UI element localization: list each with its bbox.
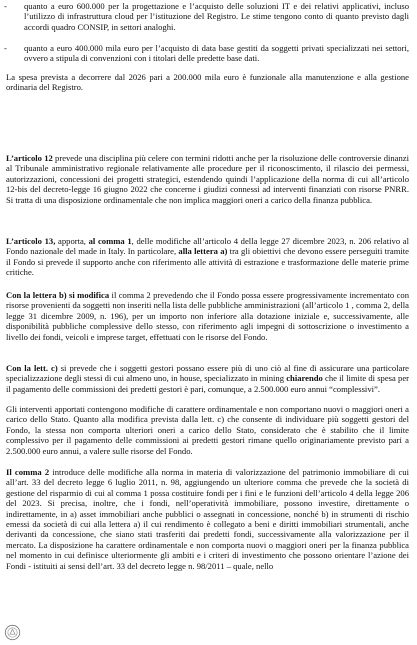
comma2-text: introduce delle modifiche alla norma in materia di valorizzazione del patrimonio immobiliare di cui all’art. 33 del decreto legge 6 luglio 2011, n. 98, aggiungendo un ulteriore comma che prevede che la società di gestione del risparmio di cui al comma 1 possa costituire fondi per i fini e le funzioni dell’articolo 4 della legge 206 del 2023. Si precisa, inoltre, che i fondi, nell’operatività immobiliare, possono investire, direttamente o indirettamente, in a) asset immobiliari anche pubblici o assegnati in concessione, nonché b) in strumenti di rischio emessi da società di cui alla lettera a) il cui rendimento è collegato a beni e diritti immobiliari strumentali, anche derivanti da concessione, che siano stati trasferiti dai predetti fondi, successivamente alla valorizzazione per il mercato. La disposizione ha carattere ordinamentale e non comporta nuovi o maggiori oneri per la finanza pubblica nel momento in cui definisce ulteriormente gli ambiti e i criteri di investimento che possono orientare l’azione dei Fondi - istituiti ai sensi dell’art. 33 del decreto legge n. 98/2011 – quale, nello [6,467,409,571]
letc-heading: Con la lett. c) [6,363,58,373]
paragraph-comma-2 [6,467,409,571]
comma2-heading: Il comma 2 [6,467,50,477]
seal-icon [4,624,21,641]
bullet-text: quanto a euro 400.000 mila euro per l’acquisto di data base gestiti da soggetti privati specializzati nei settori, ovvero a stipula di convenzioni con i titolari delle predette base dati. [24,43,409,64]
art13-lettera: alla lettera a) [178,246,228,257]
paragraph-interventi: Gli interventi apportati contengono modifiche di carattere ordinamentale e non comportano nuovi o maggiori oneri a carico dello Stato. Quanto alla modifica prevista dalla lett. c) che consente di individuare più soggetti gestori del Fondo, la stessa non comporta ulteriori oneri a carico dello Stato, considerato che è stabilito che il limite complessivo per il pagamento delle commissioni ai predetti gestori rimane quello originariamente previsto pari a 2.500.000 euro annui, a valere sulle risorse del Fondo. [6,404,409,456]
letc-text: che il limite di spesa per il pagamento delle commissioni dei predetti gestori è pari, comunque, a 2.500.000 euro annui “complessivi”. [6,373,409,394]
art13-text: , delle modifiche all’articolo 4 della legge 27 dicembre 2023, n. 206 relativo al Fondo nazionale del made in Italy. In particolare, [6,236,409,257]
bullet-item [4,1,409,32]
paragraph-articolo-13 [6,236,409,278]
letc-text: si prevede che i soggetti gestori possano essere più di uno ciò al fine di assicurare una particolare specializzazione degli stessi di cui almeno uno, in house, specializzato in mining [6,363,409,384]
art13-text: apporta, [55,236,89,246]
letb-heading: Con la lettera b) si modifica [6,290,110,300]
letb-text: il comma 2 prevedendo che il Fondo possa essere progressivamente incrementato con risorse provenienti da soggetti non inseriti nella lista delle pubbliche amministrazioni (all’articolo 1 , comma 2, della legge 31 dicembre 2009, n. 196), per un importo non inferiore alla dotazione iniziale e, successivamente, alle disponibilità pubbliche complessive dello stesso, con riferimento agli impegni di sottoscrizione o investimento a livello dei fondi, veicoli e imprese target, effettuati con le risorse del Fondo. [6,290,409,342]
bullet-item [4,43,409,64]
paragraph-lettera-c [6,363,409,394]
bullet-text: quanto a euro 600.000 per la progettazione e l’acquisto delle soluzioni IT e dei relativi applicativi, incluso l’utilizzo di infrastruttura cloud per l’istituzione del Registro. Le stime tengono conto di quanto previsto dagli accordi quadro CONSIP, in settori analoghi. [24,1,409,32]
art13-comma: al comma 1 [88,236,132,246]
paragraph-lettera-b [6,290,409,342]
bullet-dash: - [4,1,7,11]
art13-text: tra gli obiettivi che devono essere perseguiti tramite il Fondo si prevede il supporto anche con riferimento alle attività di estrazione e trasformazione delle materie prime critiche. [6,246,409,278]
art12-heading: L’articolo 12 [6,153,53,163]
bullet-dash: - [4,43,7,53]
art13-heading: L’articolo 13, [6,236,56,246]
paragraph-articolo-12 [6,153,409,205]
letc-chiarendo: chiarendo [286,373,323,384]
art12-text: prevede una disciplina più celere con termini ridotti anche per la risoluzione delle controversie dinanzi al Tribunale amministrativo regionale relativamente alle procedure per il riconoscimento, il rilascio dei permessi, autorizzazioni, concessioni dei progetti strategici, estendendo quindi l’applicazione della norma di cui all’articolo 12-bis del decreto-legge 16 giugno 2022 che concerne i giudizi connessi ad interventi finanziati con risorse PNRR. Si tratta di una disposizione ordinamentale che non implica maggiori oneri a carico della finanza pubblica. [6,153,409,205]
paragraph-spesa: La spesa prevista a decorrere dal 2026 pari a 200.000 mila euro è funzionale alla manutenzione e alla gestione ordinaria del Registro. [6,72,409,93]
